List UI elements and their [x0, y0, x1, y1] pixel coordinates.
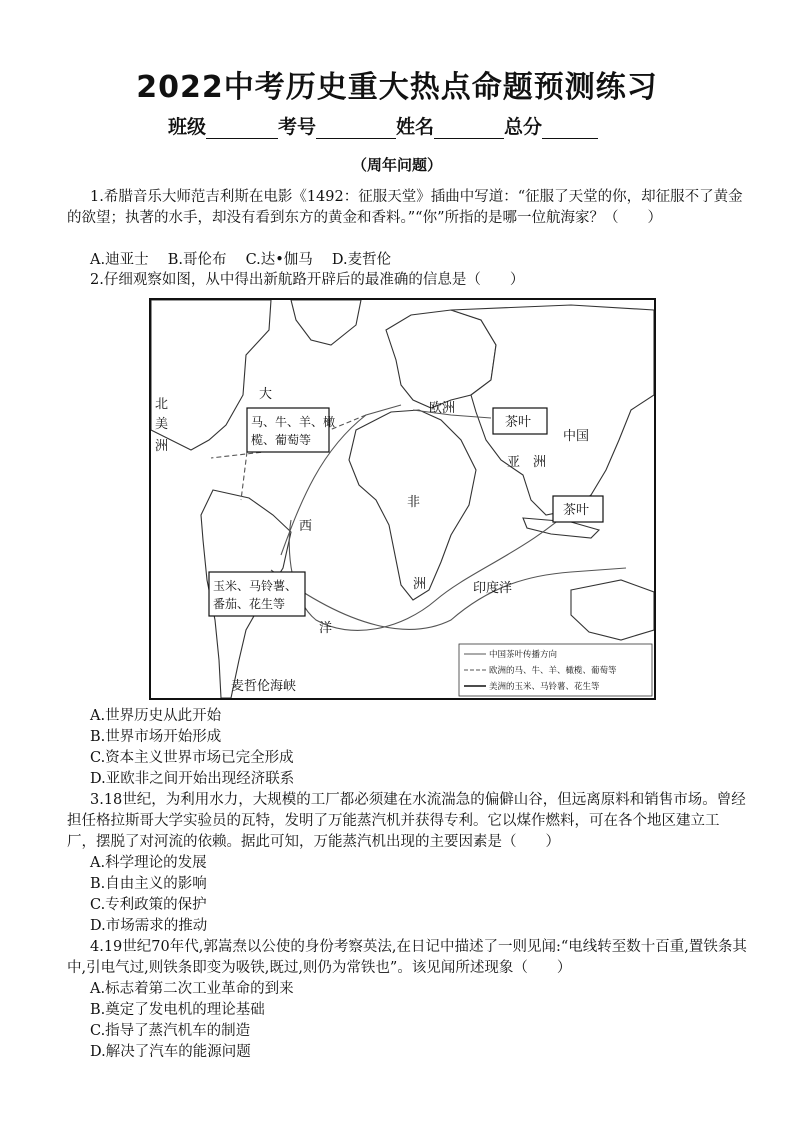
label-magellan: 麦哲伦海峡: [231, 679, 297, 694]
question-3-option-a: A.科学理论的发展: [90, 855, 207, 871]
label-africa-2: 洲: [413, 577, 427, 592]
question-3-option-d: D.市场需求的推动: [90, 918, 208, 934]
question-2-stem: 2.仔细观察如图，从中得出新航路开辟后的最准确的信息是（ ）: [90, 272, 525, 288]
label-north: 北: [155, 397, 169, 412]
label-china: 中国: [563, 429, 590, 444]
label-america: 美: [155, 417, 169, 432]
label-atlantic-1: 大: [259, 387, 273, 402]
label-europe: 欧洲: [429, 401, 456, 416]
label-continent: 洲: [155, 439, 169, 454]
question-1-options: A.迪亚士 B.哥伦布 C.达•伽马 D.麦哲伦: [90, 252, 392, 268]
class-label: 班级: [168, 116, 207, 138]
map-graphic: [151, 300, 654, 698]
world-trade-map: [149, 298, 656, 700]
crops-text-1: 玉米、马铃薯、: [213, 579, 298, 593]
question-2-option-c: C.资本主义世界市场已完全形成: [90, 750, 294, 766]
tea-text-1: 茶叶: [505, 415, 532, 430]
question-4-option-d: D.解决了汽车的能源问题: [90, 1044, 251, 1060]
class-blank[interactable]: [206, 120, 278, 139]
score-label: 总分: [504, 116, 543, 138]
legend-america: 美洲的玉米、马铃薯、花生等: [489, 682, 600, 692]
question-4-option-c: C.指导了蒸汽机车的制造: [90, 1023, 251, 1039]
label-indian-ocean: 印度洋: [473, 581, 513, 596]
question-4-option-a: A.标志着第二次工业革命的到来: [90, 981, 294, 997]
crops-text-2: 番茄、花生等: [213, 597, 286, 611]
student-info-fields: [168, 112, 598, 139]
label-atlantic-2: 西: [299, 519, 313, 534]
score-blank[interactable]: [542, 120, 598, 139]
question-1-stem: 1.希腊音乐大师范吉利斯在电影《1492：征服天堂》插曲中写道：“征服了天堂的你，却征服不了黄金的欲望；执著的水手，却没有看到东方的黄金和香料。”“你”所指的是哪一位航海家？（ ）: [67, 189, 743, 226]
question-3-stem: 3.18世纪，为利用水力，大规模的工厂都必须建在水流湍急的偏僻山谷，但远离原料和销售市场。曾经担任格拉斯哥大学实验员的瓦特，发明了万能蒸汽机并获得专利。它以煤作燃料，可在各个地区建立工厂，摆脱了对河流的依赖。据此可知，万能蒸汽机出现的主要因素是（ ）: [67, 792, 746, 850]
question-2-option-d: D.亚欧非之间开始出现经济联系: [90, 771, 295, 787]
legend-europe: 欧洲的马、牛、羊、橄榄、葡萄等: [489, 666, 617, 676]
tea-text-2: 茶叶: [563, 503, 590, 518]
page-title: 2022中考历史重大热点命题预测练习: [136, 70, 658, 105]
question-4-stem: 4.19世纪70年代,郭嵩焘以公使的身份考察英法,在日记中描述了一则见闻:“电线转至数十百重,置铁条其中,引电气过,则铁条即变为吸铁,既过,则仍为常铁也”。该见闻所述现象（ ）: [67, 939, 747, 976]
livestock-text-2: 榄、葡萄等: [251, 433, 312, 447]
question-3-option-b: B.自由主义的影响: [90, 876, 207, 892]
legend-tea: 中国茶叶传播方向: [489, 650, 558, 660]
label-atlantic-3: 洋: [319, 621, 333, 636]
question-4-option-b: B.奠定了发电机的理论基础: [90, 1002, 265, 1018]
question-2-option-a: A.世界历史从此开始: [90, 708, 222, 724]
name-blank[interactable]: [434, 120, 504, 139]
question-2-option-b: B.世界市场开始形成: [90, 729, 222, 745]
label-asia: 亚 洲: [507, 455, 547, 470]
question-3-option-c: C.专利政策的保护: [90, 897, 207, 913]
section-title: （周年问题）: [351, 156, 442, 174]
greenland-shape: [291, 300, 361, 345]
livestock-text-1: 马、牛、羊、橄: [251, 415, 336, 429]
exam-no-label: 考号: [278, 116, 317, 138]
australia-shape: [571, 580, 654, 640]
exam-no-blank[interactable]: [316, 120, 396, 139]
name-label: 姓名: [396, 116, 435, 138]
label-africa-1: 非: [407, 495, 421, 510]
